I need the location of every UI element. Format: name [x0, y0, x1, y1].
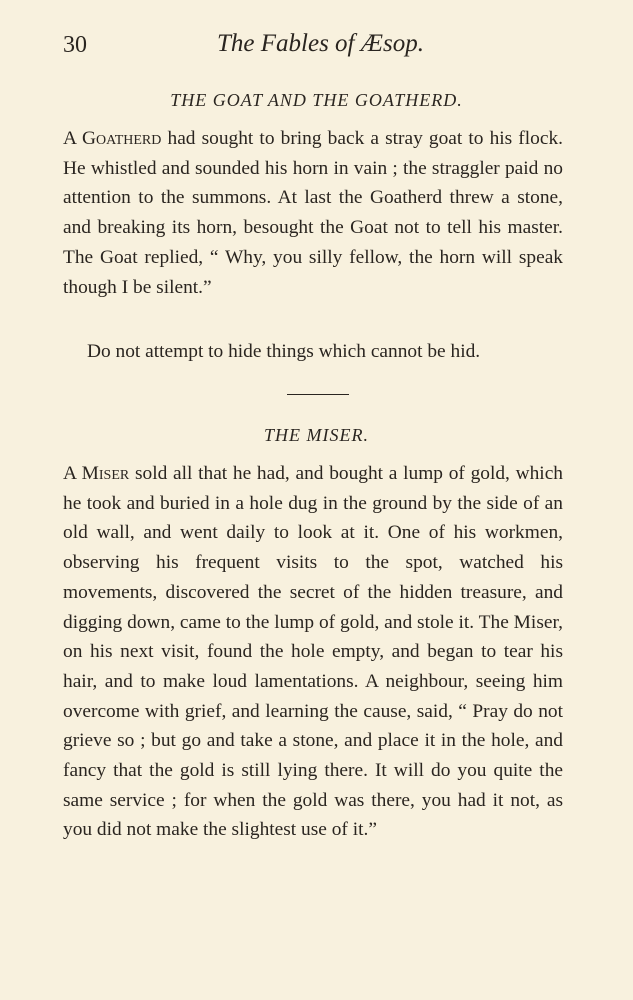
fable-moral-goat: Do not attempt to hide things which cannot be hid.	[87, 341, 481, 362]
book-title: The Fables of Æsop.	[217, 30, 424, 57]
fable-title-miser: THE MISER.	[264, 425, 369, 445]
fable-body-miser	[63, 459, 563, 845]
lead-in-word: Goatherd	[82, 128, 162, 149]
lead-in-article: A	[63, 463, 82, 484]
fable-text: sold all that he had, and bought a lump of gold, which he took and buried in a hole dug in the ground by the side of an old wall, and went daily to look at it. One of his workmen, observing his frequent visits to the spot, watched his movements, discovered the secret of the hidden treasure, and digging down, came to the lump of gold, and stole it. The Miser, on his next visit, found the hole empty, and began to tear his hair, and to make loud lamentations. A neighbour, seeing him overcome with grief, and learning the cause, said, “ Pray do not grieve so ; but go and take a stone, and place it in the hole, and fancy that the gold is still lying there. It will do you quite the same service ; for when the gold was there, you had it not, as you did not make the slightest use of it.”	[63, 463, 563, 841]
page-number: 30	[63, 32, 87, 58]
section-divider	[287, 394, 349, 395]
fable-body-goat	[63, 124, 563, 302]
running-head	[0, 30, 633, 66]
lead-in-article: A	[63, 128, 83, 149]
fable-text: had sought to bring back a stray goat to his flock. He whistled and sounded his horn in vain ; the straggler paid no attention to the summons. At last the Goatherd threw a stone, and breaking its horn, besought the Goat not to tell his master. The Goat replied, “ Why, you silly fellow, the horn will speak though I be silent.”	[63, 128, 563, 298]
fable-title-goat: THE GOAT AND THE GOATHERD.	[170, 90, 463, 110]
lead-in-word: Miser	[81, 463, 130, 484]
